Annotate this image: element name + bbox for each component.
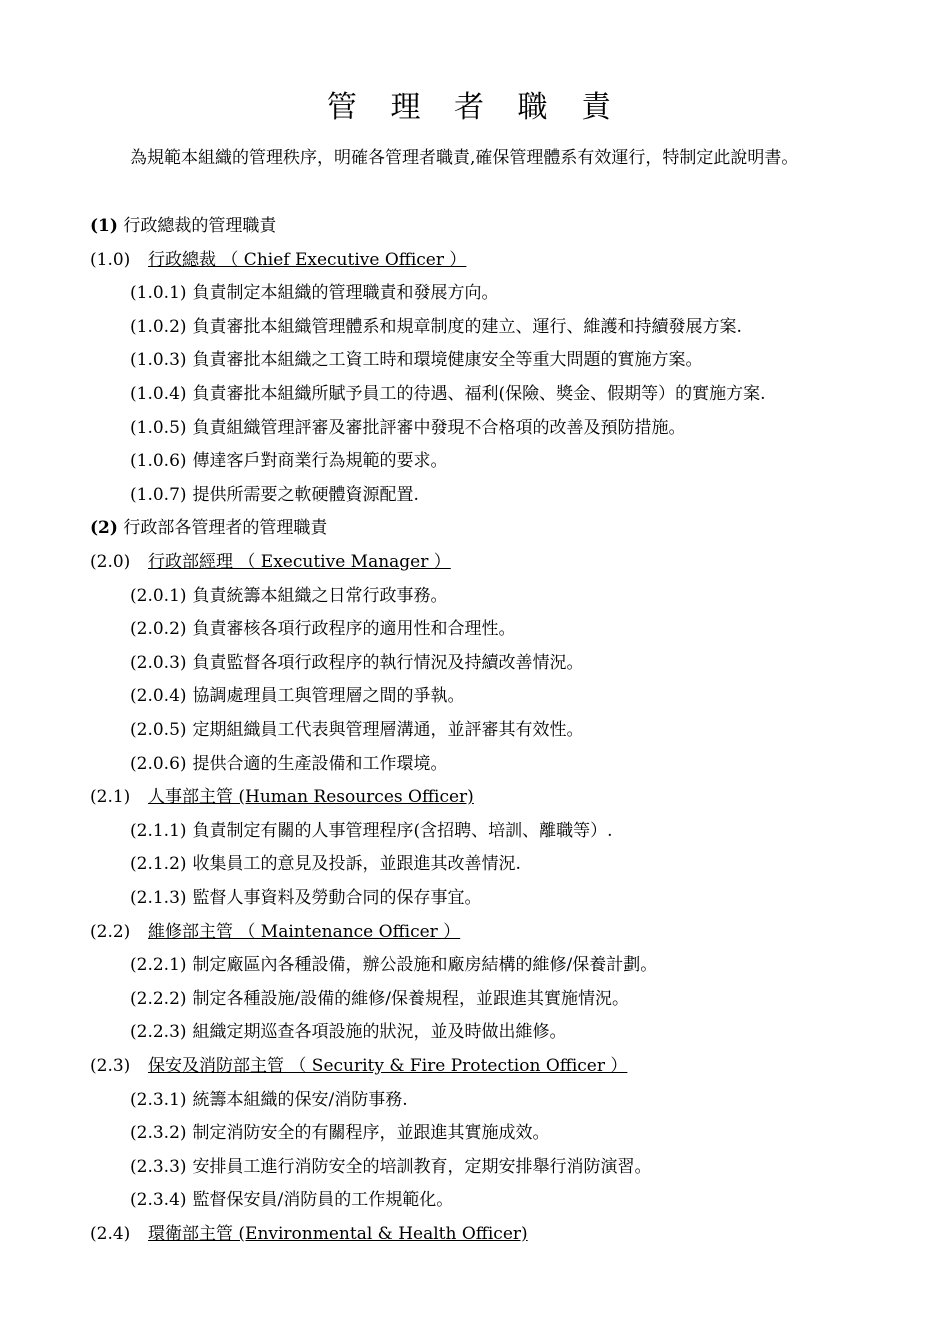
item-number: (1.0) <box>90 249 131 270</box>
duty-item <box>130 1020 567 1044</box>
duty-item <box>130 281 499 305</box>
item-number: (2.0.2) <box>130 619 187 640</box>
duty-item <box>130 416 686 440</box>
item-number: (1.0.5) <box>130 417 187 438</box>
duty-item <box>130 953 657 977</box>
item-number: (2.1) <box>90 787 131 808</box>
duty-item <box>130 382 766 406</box>
item-text: 監督保安員/消防員的工作規範化。 <box>192 1190 454 1211</box>
item-text: 負責制定有關的人事管理程序(含招聘、培訓、離職等）. <box>192 820 613 841</box>
role-title: 行政總裁 （ Chief Executive Officer ） <box>148 249 467 270</box>
item-number: (2.4) <box>90 1224 131 1244</box>
item-text: 負責制定本組織的管理職責和發展方向。 <box>192 283 499 304</box>
role-title: 保安及消防部主管 （ Security & Fire Protection Officer ） <box>148 1056 628 1076</box>
item-number: (1) <box>90 216 118 236</box>
item-text: 監督人事資料及勞動合同的保存事宜。 <box>192 888 482 908</box>
duty-item <box>130 584 448 608</box>
item-number: (2.0.4) <box>130 686 187 707</box>
item-number: (2.3.4) <box>130 1190 187 1211</box>
role-title: 維修部主管 （ Maintenance Officer ） <box>148 921 461 942</box>
item-text: 行政部各管理者的管理職責 <box>123 518 328 539</box>
item-number: (2.3.1) <box>130 1089 187 1110</box>
section-heading <box>90 516 327 540</box>
item-text: 負責審核各項行政程序的適用性和合理性。 <box>192 619 516 640</box>
role-heading <box>90 248 466 272</box>
item-text: 負責組織管理評審及審批評審中發現不合格項的改善及預防措施。 <box>192 417 686 438</box>
item-number: (1.0.7) <box>130 484 187 505</box>
item-text: 制定各種設施/設備的維修/保養規程，並跟進其實施情況。 <box>192 988 629 1009</box>
item-text: 負責監督各項行政程序的執行情況及持續改善情況。 <box>192 652 584 673</box>
item-number: (2.3.3) <box>130 1156 187 1177</box>
duty-item <box>130 1155 652 1179</box>
item-text: 行政總裁的管理職責 <box>123 216 277 236</box>
role-title: 環衛部主管 (Environmental & Health Officer) <box>148 1224 528 1244</box>
duty-item <box>130 852 521 876</box>
intro-paragraph: 為規範本組織的管理秩序，明確各管理者職責,確保管理體系有效運行，特制定此說明書。 <box>130 148 799 168</box>
role-heading <box>90 1222 528 1246</box>
role-title: 人事部主管 (Human Resources Officer) <box>148 787 474 808</box>
duty-item <box>130 449 448 473</box>
item-number: (2.1.1) <box>130 820 187 841</box>
item-text: 統籌本組織的保安/消防事務. <box>192 1089 408 1110</box>
duty-item <box>130 752 448 776</box>
duty-item <box>130 1188 453 1212</box>
item-text: 制定廠區內各種設備，辦公設施和廠房結構的維修/保養計劃。 <box>192 955 658 976</box>
role-heading <box>90 785 474 809</box>
item-text: 負責審批本組織之工資工時和環境健康安全等重大問題的實施方案。 <box>192 350 703 371</box>
item-number: (1.0.1) <box>130 283 187 304</box>
duty-item <box>130 1088 408 1112</box>
item-text: 負責審批本組織所賦予員工的待遇、福利(保險、獎金、假期等）的實施方案. <box>192 384 766 404</box>
item-text: 協調處理員工與管理層之間的爭執。 <box>192 686 465 707</box>
item-number: (2.2.2) <box>130 988 187 1009</box>
duty-item <box>130 819 613 843</box>
role-heading <box>90 1054 627 1078</box>
duty-item <box>130 1121 550 1145</box>
item-number: (2.2.3) <box>130 1022 187 1043</box>
item-number: (2.0.3) <box>130 652 187 673</box>
item-text: 收集員工的意見及投訴，並跟進其改善情況. <box>192 854 521 875</box>
duty-item <box>130 651 584 675</box>
role-title: 行政部經理 （ Executive Manager ） <box>148 552 451 572</box>
duty-item <box>130 718 584 742</box>
item-text: 傳達客戶對商業行為規範的要求。 <box>192 451 448 472</box>
item-text: 組織定期巡查各項設施的狀況，並及時做出維修。 <box>192 1022 567 1043</box>
duty-item <box>130 617 516 641</box>
duty-item <box>130 684 465 708</box>
page-title: 管 理 者 職 責 <box>326 90 624 125</box>
role-heading <box>90 920 460 944</box>
item-number: (1.0.3) <box>130 350 187 371</box>
item-number: (2.1.3) <box>130 888 187 908</box>
item-number: (2.0.6) <box>130 753 187 774</box>
duty-item <box>130 483 419 507</box>
item-number: (2.3) <box>90 1056 131 1076</box>
item-text: 負責審批本組織管理體系和規章制度的建立、運行、維護和持續發展方案. <box>192 316 742 337</box>
item-number: (1.0.6) <box>130 451 187 472</box>
item-text: 提供合適的生產設備和工作環境。 <box>192 753 448 774</box>
duty-item <box>130 886 482 910</box>
duty-item <box>130 348 703 372</box>
duty-item <box>130 315 742 339</box>
item-text: 提供所需要之軟硬體資源配置. <box>192 484 419 505</box>
role-heading <box>90 550 451 574</box>
item-text: 制定消防安全的有關程序，並跟進其實施成效。 <box>192 1123 550 1144</box>
item-number: (2) <box>90 518 118 539</box>
item-number: (2.1.2) <box>130 854 187 875</box>
item-number: (1.0.4) <box>130 384 187 404</box>
item-number: (2.0) <box>90 552 131 572</box>
item-number: (2.2.1) <box>130 955 187 976</box>
item-number: (2.2) <box>90 921 131 942</box>
item-number: (2.3.2) <box>130 1123 187 1144</box>
item-text: 安排員工進行消防安全的培訓教育，定期安排舉行消防演習。 <box>192 1156 652 1177</box>
item-number: (2.0.1) <box>130 585 187 606</box>
duty-item <box>130 987 629 1011</box>
item-text: 定期組織員工代表與管理層溝通，並評審其有效性。 <box>192 720 584 740</box>
section-heading <box>90 214 276 238</box>
item-number: (1.0.2) <box>130 316 187 337</box>
item-number: (2.0.5) <box>130 720 187 740</box>
item-text: 負責統籌本組織之日常行政事務。 <box>192 585 448 606</box>
